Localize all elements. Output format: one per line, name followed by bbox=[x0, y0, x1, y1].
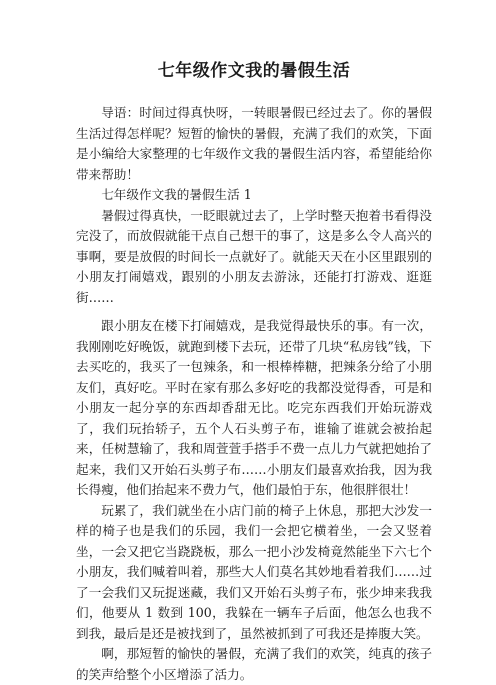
body-paragraph-1: 暑假过得真快，一眨眼就过去了，上学时整天抱着书看得没完没了，而放假就能干点自己想干的事了，这是多么令人高兴的事啊，要是放假的时间长一点就好了。就能天天在小区里跟别的小朋友打闹嬉戏，跟别的小朋友去游泳，还能打打游戏、逛逛街…… bbox=[76, 207, 432, 305]
body-paragraph-2: 跟小朋友在楼下打闹嬉戏，是我觉得最快乐的事。有一次，我刚刚吃好晚饭，就跑到楼下去玩，还带了几块“私房钱”钱，下去买吃的，我买了一包辣条，和一根棒棒糖，把辣条分给了小朋友们，真好吃。平时在家有那么多好吃的我都没觉得香，可是和小朋友一起分享的东西却香甜无比。吃完东西我们开始玩游戏了，我们玩抬轿子，五个人石头剪子布，谁输了谁就会被抬起来，任树慧输了，我和周萱萱手搭手不费一点儿力气就把她抬了起来，我们又开始石头剪子布……小朋友们最喜欢抬我，因为我长得瘦，他们抬起来不费力气，他们最怕于东，他很胖很壮！ bbox=[76, 318, 432, 497]
section-heading: 七年级作文我的暑假生活 1 bbox=[101, 187, 252, 202]
intro-paragraph: 导语：时间过得真快呀，一转眼暑假已经过去了。你的暑假生活过得怎样呢？短暂的愉快的暑假，充满了我们的欢笑，下面是小编给大家整理的七年级作文我的暑假生活内容，希望能给你带来帮助！ bbox=[76, 105, 432, 182]
body-paragraph-4: 啊，那短暂的愉快的暑假，充满了我们的欢笑，纯真的孩子的笑声给整个小区增添了活力。 bbox=[76, 646, 432, 682]
body-paragraph-3: 玩累了，我们就坐在小店门前的椅子上休息，那把大沙发一样的椅子也是我们的乐园，我们一会把它横着坐，一会又竖着坐，一会又把它当跷跷板，那么一把小沙发椅竟然能坐下六七个小朋友，我们喊着叫着，那些大人们莫名其妙地看着我们……过了一会我们又玩捉迷藏，我们又开始石头剪子布，张少坤来我我们，他要从 1 数到 100，我躲在一辆车子后面，他怎么也我不到我，最后是还是被找到了，虽然被抓到了可我还是捧腹大笑。 bbox=[76, 502, 432, 641]
page-title: 七年级作文我的暑假生活 bbox=[157, 61, 351, 81]
